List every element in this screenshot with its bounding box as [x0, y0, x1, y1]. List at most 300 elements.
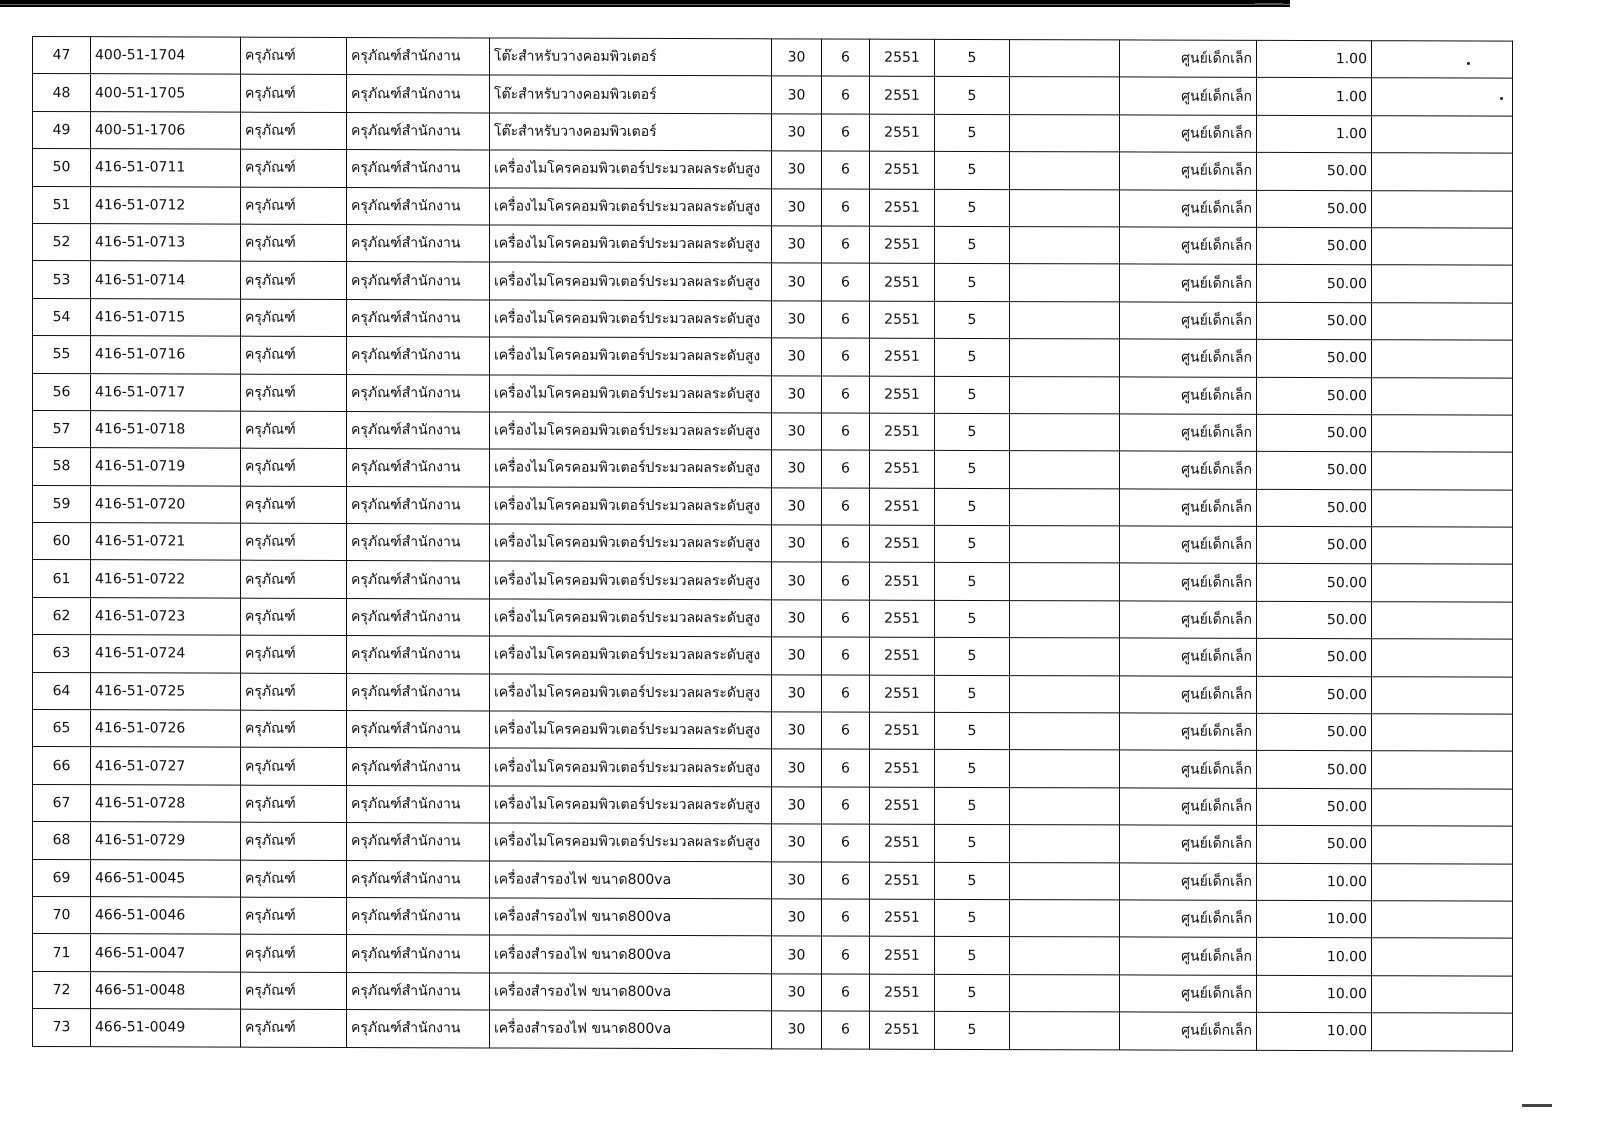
asset-type-cell: ครุภัณฑ์	[241, 673, 347, 711]
table-row	[33, 934, 1513, 976]
price-cell: 50.00	[1257, 639, 1372, 677]
useful-life-cell: 5	[935, 338, 1010, 376]
price-cell: 50.00	[1257, 377, 1372, 415]
acquired-day-cell: 30	[772, 1011, 822, 1049]
acquired-year-cell: 2551	[870, 675, 935, 713]
acquired-day-cell: 30	[772, 861, 822, 899]
row-number-cell: 65	[33, 710, 91, 748]
asset-category-cell: ครุภัณฑ์สำนักงาน	[347, 262, 490, 300]
asset-code-cell: 466-51-0046	[91, 897, 241, 935]
acquired-year-cell: 2551	[870, 637, 935, 675]
useful-life-cell: 5	[935, 825, 1010, 863]
acquired-day-cell: 30	[772, 76, 822, 114]
row-number-cell: 56	[33, 373, 91, 411]
table-row	[33, 149, 1513, 191]
useful-life-cell: 5	[935, 152, 1010, 190]
acquired-year-cell: 2551	[870, 263, 935, 301]
acquired-year-cell: 2551	[870, 301, 935, 339]
table-row	[33, 74, 1513, 116]
table-row	[33, 186, 1513, 228]
row-number-cell: 55	[33, 336, 91, 374]
asset-category-cell: ครุภัณฑ์สำนักงาน	[347, 1010, 490, 1048]
asset-category-cell: ครุภัณฑ์สำนักงาน	[347, 337, 490, 375]
price-cell: 50.00	[1257, 414, 1372, 452]
acquired-month-cell: 6	[822, 226, 870, 264]
asset-category-cell: ครุภัณฑ์สำนักงาน	[347, 935, 490, 973]
blank-cell	[1010, 862, 1120, 900]
price-cell: 1.00	[1257, 115, 1372, 153]
blank-cell	[1010, 638, 1120, 676]
price-cell: 10.00	[1257, 900, 1372, 938]
blank-cell	[1372, 340, 1513, 378]
item-description-cell: เครื่องสำรองไฟ ขนาด800va	[490, 935, 772, 973]
item-description-cell: เครื่องสำรองไฟ ขนาด800va	[490, 1010, 772, 1048]
asset-category-cell: ครุภัณฑ์สำนักงาน	[347, 150, 490, 188]
row-number-cell: 48	[33, 74, 91, 112]
acquired-month-cell: 6	[822, 600, 870, 638]
price-cell: 50.00	[1257, 302, 1372, 340]
asset-code-cell: 416-51-0711	[91, 149, 241, 187]
row-number-cell: 63	[33, 635, 91, 673]
location-cell: ศูนย์เด็กเล็ก	[1120, 152, 1257, 190]
useful-life-cell: 5	[935, 488, 1010, 526]
asset-code-cell: 416-51-0715	[91, 298, 241, 336]
table-row	[33, 336, 1513, 378]
blank-cell	[1372, 938, 1513, 976]
useful-life-cell: 5	[935, 937, 1010, 975]
blank-cell	[1372, 863, 1513, 901]
acquired-day-cell: 30	[772, 114, 822, 152]
acquired-day-cell: 30	[772, 787, 822, 825]
row-number-cell: 51	[33, 186, 91, 224]
row-number-cell: 57	[33, 410, 91, 448]
item-description-cell: โต๊ะสำหรับวางคอมพิวเตอร์	[490, 113, 772, 151]
asset-type-cell: ครุภัณฑ์	[241, 785, 347, 823]
price-cell: 50.00	[1257, 265, 1372, 303]
table-row	[33, 784, 1513, 826]
useful-life-cell: 5	[935, 862, 1010, 900]
row-number-cell: 67	[33, 784, 91, 822]
price-cell: 50.00	[1257, 713, 1372, 751]
asset-code-cell: 416-51-0728	[91, 784, 241, 822]
acquired-year-cell: 2551	[870, 189, 935, 227]
asset-type-cell: ครุภัณฑ์	[241, 374, 347, 412]
table-row	[33, 298, 1513, 340]
acquired-month-cell: 6	[822, 114, 870, 152]
stray-dot-mark	[1467, 62, 1470, 65]
asset-category-cell: ครุภัณฑ์สำนักงาน	[347, 449, 490, 487]
blank-cell	[1372, 789, 1513, 827]
location-cell: ศูนย์เด็กเล็ก	[1120, 937, 1257, 975]
acquired-day-cell: 30	[772, 450, 822, 488]
item-description-cell: เครื่องไมโครคอมพิวเตอร์ประมวลผลระดับสูง	[490, 748, 772, 786]
asset-type-cell: ครุภัณฑ์	[241, 897, 347, 935]
blank-cell	[1372, 489, 1513, 527]
blank-cell	[1372, 302, 1513, 340]
table-row	[33, 37, 1513, 79]
blank-cell	[1372, 676, 1513, 714]
asset-category-cell: ครุภัณฑ์สำนักงาน	[347, 524, 490, 562]
blank-cell	[1010, 451, 1120, 489]
price-cell: 50.00	[1257, 526, 1372, 564]
asset-code-cell: 416-51-0722	[91, 560, 241, 598]
asset-code-cell: 416-51-0723	[91, 598, 241, 636]
location-cell: ศูนย์เด็กเล็ก	[1120, 825, 1257, 863]
item-description-cell: เครื่องไมโครคอมพิวเตอร์ประมวลผลระดับสูง	[490, 636, 772, 674]
table-row	[33, 523, 1513, 565]
asset-type-cell: ครุภัณฑ์	[241, 336, 347, 374]
useful-life-cell: 5	[935, 525, 1010, 563]
asset-type-cell: ครุภัณฑ์	[241, 75, 347, 113]
row-number-cell: 64	[33, 672, 91, 710]
asset-type-cell: ครุภัณฑ์	[241, 523, 347, 561]
asset-category-cell: ครุภัณฑ์สำนักงาน	[347, 598, 490, 636]
acquired-month-cell: 6	[822, 189, 870, 227]
table-row	[33, 896, 1513, 938]
location-cell: ศูนย์เด็กเล็ก	[1120, 264, 1257, 302]
asset-code-cell: 416-51-0720	[91, 485, 241, 523]
acquired-year-cell: 2551	[870, 376, 935, 414]
acquired-year-cell: 2551	[870, 450, 935, 488]
acquired-year-cell: 2551	[870, 114, 935, 152]
location-cell: ศูนย์เด็กเล็ก	[1120, 77, 1257, 115]
asset-category-cell: ครุภัณฑ์สำนักงาน	[347, 823, 490, 861]
blank-cell	[1010, 264, 1120, 302]
acquired-day-cell: 30	[772, 674, 822, 712]
asset-code-cell: 416-51-0721	[91, 523, 241, 561]
asset-category-cell: ครุภัณฑ์สำนักงาน	[347, 748, 490, 786]
acquired-year-cell: 2551	[870, 151, 935, 189]
location-cell: ศูนย์เด็กเล็ก	[1120, 451, 1257, 489]
asset-category-cell: ครุภัณฑ์สำนักงาน	[347, 224, 490, 262]
acquired-day-cell: 30	[772, 338, 822, 376]
row-number-cell: 70	[33, 896, 91, 934]
row-number-cell: 60	[33, 523, 91, 561]
acquired-month-cell: 6	[822, 899, 870, 937]
item-description-cell: เครื่องไมโครคอมพิวเตอร์ประมวลผลระดับสูง	[490, 150, 772, 188]
price-cell: 50.00	[1257, 601, 1372, 639]
acquired-year-cell: 2551	[870, 712, 935, 750]
table-row	[33, 822, 1513, 864]
acquired-day-cell: 30	[772, 936, 822, 974]
item-description-cell: โต๊ะสำหรับวางคอมพิวเตอร์	[490, 75, 772, 113]
asset-type-cell: ครุภัณฑ์	[241, 448, 347, 486]
item-description-cell: เครื่องไมโครคอมพิวเตอร์ประมวลผลระดับสูง	[490, 337, 772, 375]
blank-cell	[1372, 1013, 1513, 1051]
asset-category-cell: ครุภัณฑ์สำนักงาน	[347, 636, 490, 674]
asset-type-cell: ครุภัณฑ์	[241, 748, 347, 786]
item-description-cell: เครื่องไมโครคอมพิวเตอร์ประมวลผลระดับสูง	[490, 524, 772, 562]
useful-life-cell: 5	[935, 301, 1010, 339]
acquired-month-cell: 6	[822, 712, 870, 750]
acquired-year-cell: 2551	[870, 824, 935, 862]
asset-category-cell: ครุภัณฑ์สำนักงาน	[347, 486, 490, 524]
asset-code-cell: 416-51-0727	[91, 747, 241, 785]
asset-category-cell: ครุภัณฑ์สำนักงาน	[347, 112, 490, 150]
blank-cell	[1010, 526, 1120, 564]
row-number-cell: 72	[33, 971, 91, 1009]
blank-cell	[1010, 900, 1120, 938]
acquired-month-cell: 6	[822, 675, 870, 713]
row-number-cell: 58	[33, 448, 91, 486]
asset-code-cell: 416-51-0729	[91, 822, 241, 860]
blank-cell	[1372, 153, 1513, 191]
blank-cell	[1372, 78, 1513, 116]
asset-code-cell: 466-51-0048	[91, 971, 241, 1009]
acquired-month-cell: 6	[822, 301, 870, 339]
asset-type-cell: ครุภัณฑ์	[241, 486, 347, 524]
blank-cell	[1010, 974, 1120, 1012]
item-description-cell: เครื่องไมโครคอมพิวเตอร์ประมวลผลระดับสูง	[490, 674, 772, 712]
acquired-month-cell: 6	[822, 562, 870, 600]
item-description-cell: โต๊ะสำหรับวางคอมพิวเตอร์	[490, 38, 772, 76]
location-cell: ศูนย์เด็กเล็ก	[1120, 750, 1257, 788]
asset-type-cell: ครุภัณฑ์	[241, 224, 347, 262]
blank-cell	[1010, 563, 1120, 601]
asset-type-cell: ครุภัณฑ์	[241, 411, 347, 449]
blank-cell	[1010, 1012, 1120, 1050]
acquired-year-cell: 2551	[870, 39, 935, 77]
asset-category-cell: ครุภัณฑ์สำนักงาน	[347, 711, 490, 749]
row-number-cell: 53	[33, 261, 91, 299]
location-cell: ศูนย์เด็กเล็ก	[1120, 227, 1257, 265]
acquired-year-cell: 2551	[870, 413, 935, 451]
location-cell: ศูนย์เด็กเล็ก	[1120, 526, 1257, 564]
acquired-year-cell: 2551	[870, 750, 935, 788]
acquired-month-cell: 6	[822, 974, 870, 1012]
asset-type-cell: ครุภัณฑ์	[241, 149, 347, 187]
asset-type-cell: ครุภัณฑ์	[241, 187, 347, 225]
acquired-month-cell: 6	[822, 263, 870, 301]
asset-category-cell: ครุภัณฑ์สำนักงาน	[347, 785, 490, 823]
blank-cell	[1010, 227, 1120, 265]
row-number-cell: 52	[33, 223, 91, 261]
table-row	[33, 859, 1513, 901]
blank-cell	[1010, 937, 1120, 975]
asset-code-cell: 400-51-1704	[91, 37, 241, 75]
price-cell: 50.00	[1257, 153, 1372, 191]
blank-cell	[1372, 415, 1513, 453]
acquired-month-cell: 6	[822, 375, 870, 413]
table-row	[33, 747, 1513, 789]
acquired-month-cell: 6	[822, 637, 870, 675]
asset-code-cell: 466-51-0045	[91, 859, 241, 897]
asset-type-cell: ครุภัณฑ์	[241, 822, 347, 860]
asset-code-cell: 416-51-0726	[91, 710, 241, 748]
item-description-cell: เครื่องสำรองไฟ ขนาด800va	[490, 898, 772, 936]
location-cell: ศูนย์เด็กเล็ก	[1120, 638, 1257, 676]
price-cell: 1.00	[1257, 78, 1372, 116]
blank-cell	[1372, 639, 1513, 677]
location-cell: ศูนย์เด็กเล็ก	[1120, 189, 1257, 227]
row-number-cell: 62	[33, 597, 91, 635]
asset-code-cell: 416-51-0713	[91, 224, 241, 262]
row-number-cell: 61	[33, 560, 91, 598]
acquired-year-cell: 2551	[870, 862, 935, 900]
location-cell: ศูนย์เด็กเล็ก	[1120, 676, 1257, 714]
location-cell: ศูนย์เด็กเล็ก	[1120, 376, 1257, 414]
asset-category-cell: ครุภัณฑ์สำนักงาน	[347, 860, 490, 898]
asset-type-cell: ครุภัณฑ์	[241, 860, 347, 898]
acquired-year-cell: 2551	[870, 974, 935, 1012]
price-cell: 10.00	[1257, 1013, 1372, 1051]
acquired-day-cell: 30	[772, 600, 822, 638]
acquired-day-cell: 30	[772, 562, 822, 600]
useful-life-cell: 5	[935, 787, 1010, 825]
row-number-cell: 68	[33, 822, 91, 860]
price-cell: 50.00	[1257, 788, 1372, 826]
acquired-day-cell: 30	[772, 974, 822, 1012]
acquired-day-cell: 30	[772, 712, 822, 750]
blank-cell	[1010, 787, 1120, 825]
useful-life-cell: 5	[935, 39, 1010, 77]
acquired-year-cell: 2551	[870, 338, 935, 376]
acquired-year-cell: 2551	[870, 563, 935, 601]
price-cell: 1.00	[1257, 40, 1372, 78]
acquired-day-cell: 30	[772, 899, 822, 937]
blank-cell	[1010, 825, 1120, 863]
acquired-month-cell: 6	[822, 338, 870, 376]
blank-cell	[1010, 675, 1120, 713]
asset-category-cell: ครุภัณฑ์สำนักงาน	[347, 75, 490, 113]
blank-cell	[1010, 339, 1120, 377]
location-cell: ศูนย์เด็กเล็ก	[1120, 601, 1257, 639]
location-cell: ศูนย์เด็กเล็ก	[1120, 863, 1257, 901]
useful-life-cell: 5	[935, 974, 1010, 1012]
acquired-day-cell: 30	[772, 263, 822, 301]
asset-category-cell: ครุภัณฑ์สำนักงาน	[347, 561, 490, 599]
row-number-cell: 54	[33, 298, 91, 336]
acquired-year-cell: 2551	[870, 1011, 935, 1049]
row-number-cell: 73	[33, 1009, 91, 1047]
table-row	[33, 1009, 1513, 1051]
blank-cell	[1372, 975, 1513, 1013]
acquired-day-cell: 30	[772, 188, 822, 226]
location-cell: ศูนย์เด็กเล็ก	[1120, 302, 1257, 340]
price-cell: 50.00	[1257, 339, 1372, 377]
acquired-month-cell: 6	[822, 525, 870, 563]
acquired-month-cell: 6	[822, 151, 870, 189]
location-cell: ศูนย์เด็กเล็ก	[1120, 563, 1257, 601]
location-cell: ศูนย์เด็กเล็ก	[1120, 339, 1257, 377]
item-description-cell: เครื่องไมโครคอมพิวเตอร์ประมวลผลระดับสูง	[490, 599, 772, 637]
price-cell: 10.00	[1257, 863, 1372, 901]
acquired-day-cell: 30	[772, 637, 822, 675]
useful-life-cell: 5	[935, 376, 1010, 414]
acquired-day-cell: 30	[772, 226, 822, 264]
blank-cell	[1010, 77, 1120, 115]
item-description-cell: เครื่องไมโครคอมพิวเตอร์ประมวลผลระดับสูง	[490, 374, 772, 412]
price-cell: 50.00	[1257, 452, 1372, 490]
useful-life-cell: 5	[935, 712, 1010, 750]
table-row	[33, 635, 1513, 677]
asset-code-cell: 416-51-0714	[91, 261, 241, 299]
item-description-cell: เครื่องไมโครคอมพิวเตอร์ประมวลผลระดับสูง	[490, 487, 772, 525]
useful-life-cell: 5	[935, 675, 1010, 713]
row-number-cell: 59	[33, 485, 91, 523]
table-row	[33, 971, 1513, 1013]
useful-life-cell: 5	[935, 114, 1010, 152]
item-description-cell: เครื่องไมโครคอมพิวเตอร์ประมวลผลระดับสูง	[490, 561, 772, 599]
acquired-month-cell: 6	[822, 1011, 870, 1049]
table-row	[33, 485, 1513, 527]
blank-cell	[1010, 152, 1120, 190]
acquired-day-cell: 30	[772, 749, 822, 787]
asset-code-cell: 416-51-0719	[91, 448, 241, 486]
acquired-month-cell: 6	[822, 936, 870, 974]
blank-cell	[1010, 189, 1120, 227]
acquired-day-cell: 30	[772, 525, 822, 563]
blank-cell	[1372, 228, 1513, 266]
acquired-year-cell: 2551	[870, 525, 935, 563]
acquired-day-cell: 30	[772, 488, 822, 526]
asset-type-cell: ครุภัณฑ์	[241, 935, 347, 973]
asset-code-cell: 416-51-0725	[91, 672, 241, 710]
item-description-cell: เครื่องไมโครคอมพิวเตอร์ประมวลผลระดับสูง	[490, 300, 772, 338]
useful-life-cell: 5	[935, 600, 1010, 638]
table-row	[33, 597, 1513, 639]
asset-type-cell: ครุภัณฑ์	[241, 261, 347, 299]
location-cell: ศูนย์เด็กเล็ก	[1120, 713, 1257, 751]
blank-cell	[1372, 527, 1513, 565]
item-description-cell: เครื่องสำรองไฟ ขนาด800va	[490, 861, 772, 899]
useful-life-cell: 5	[935, 413, 1010, 451]
price-cell: 50.00	[1257, 676, 1372, 714]
location-cell: ศูนย์เด็กเล็ก	[1120, 1012, 1257, 1050]
blank-cell	[1010, 376, 1120, 414]
price-cell: 50.00	[1257, 751, 1372, 789]
acquired-day-cell: 30	[772, 301, 822, 339]
blank-cell	[1010, 713, 1120, 751]
table-row	[33, 111, 1513, 153]
stray-dot-mark	[1500, 97, 1503, 100]
item-description-cell: เครื่องไมโครคอมพิวเตอร์ประมวลผลระดับสูง	[490, 823, 772, 861]
table-row	[33, 710, 1513, 752]
price-cell: 50.00	[1257, 489, 1372, 527]
asset-category-cell: ครุภัณฑ์สำนักงาน	[347, 673, 490, 711]
acquired-year-cell: 2551	[870, 899, 935, 937]
acquired-month-cell: 6	[822, 824, 870, 862]
location-cell: ศูนย์เด็กเล็ก	[1120, 489, 1257, 527]
price-cell: 50.00	[1257, 564, 1372, 602]
item-description-cell: เครื่องไมโครคอมพิวเตอร์ประมวลผลระดับสูง	[490, 449, 772, 487]
acquired-year-cell: 2551	[870, 937, 935, 975]
acquired-year-cell: 2551	[870, 600, 935, 638]
location-cell: ศูนย์เด็กเล็ก	[1120, 115, 1257, 153]
asset-code-cell: 466-51-0049	[91, 1009, 241, 1047]
asset-type-cell: ครุภัณฑ์	[241, 972, 347, 1010]
item-description-cell: เครื่องไมโครคอมพิวเตอร์ประมวลผลระดับสูง	[490, 711, 772, 749]
acquired-year-cell: 2551	[870, 787, 935, 825]
blank-cell	[1372, 901, 1513, 939]
row-number-cell: 66	[33, 747, 91, 785]
location-cell: ศูนย์เด็กเล็ก	[1120, 975, 1257, 1013]
acquired-day-cell: 30	[772, 413, 822, 451]
blank-cell	[1372, 41, 1513, 79]
row-number-cell: 71	[33, 934, 91, 972]
table-row	[33, 560, 1513, 602]
asset-register-table	[32, 36, 1513, 1051]
item-description-cell: เครื่องไมโครคอมพิวเตอร์ประมวลผลระดับสูง	[490, 262, 772, 300]
asset-code-cell: 466-51-0047	[91, 934, 241, 972]
blank-cell	[1010, 600, 1120, 638]
acquired-day-cell: 30	[772, 824, 822, 862]
asset-type-cell: ครุภัณฑ์	[241, 710, 347, 748]
asset-category-cell: ครุภัณฑ์สำนักงาน	[347, 187, 490, 225]
price-cell: 50.00	[1257, 826, 1372, 864]
asset-ledger-sheet	[32, 36, 1512, 1051]
item-description-cell: เครื่องไมโครคอมพิวเตอร์ประมวลผลระดับสูง	[490, 412, 772, 450]
